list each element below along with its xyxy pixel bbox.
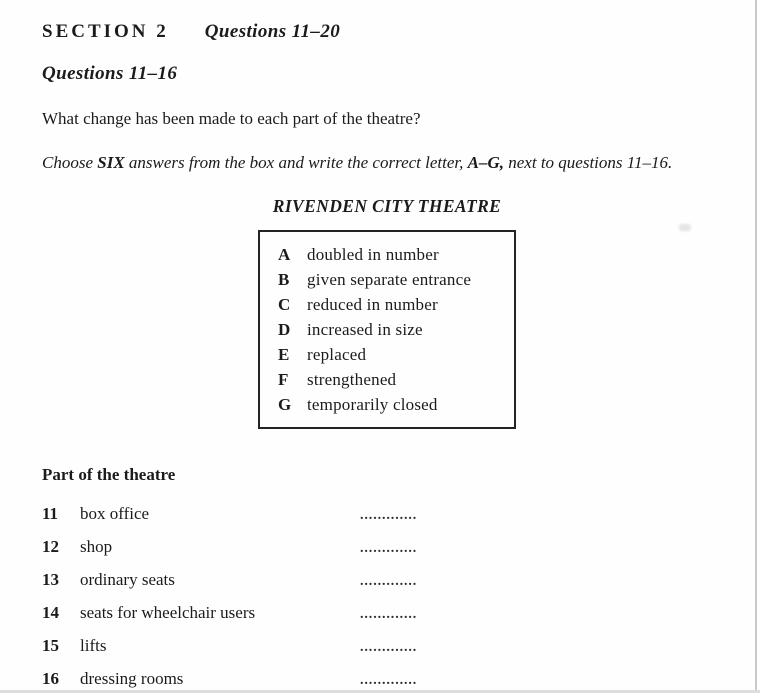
- answer-blank: .............: [360, 574, 418, 589]
- option-letter: A: [278, 245, 291, 264]
- option-letter: D: [278, 320, 291, 339]
- instruction-emphasis-six: SIX: [97, 153, 125, 172]
- option-text: reduced in number: [307, 295, 438, 314]
- option-letter: B: [278, 270, 290, 289]
- option-text: given separate entrance: [307, 270, 472, 289]
- option-letter: C: [278, 295, 291, 314]
- answer-blank: .............: [360, 541, 418, 556]
- section-questions-range: Questions 11–20: [204, 21, 341, 42]
- question-row: [42, 504, 720, 526]
- question-row: [42, 537, 720, 559]
- option-row: [278, 317, 508, 342]
- instruction-emphasis-ag: A–G,: [467, 153, 504, 172]
- option-row: [278, 392, 508, 417]
- question-label: box office: [80, 504, 150, 523]
- question-row: [42, 570, 720, 592]
- section-label: SECTION 2: [42, 21, 169, 42]
- option-letter: E: [278, 345, 290, 364]
- question-number: 16: [42, 669, 59, 688]
- question-list: [42, 504, 720, 691]
- instruction-part1: Choose: [42, 153, 98, 172]
- option-row: [278, 267, 508, 292]
- question-number: 15: [42, 636, 59, 655]
- question-label: shop: [80, 537, 113, 556]
- option-text: replaced: [307, 345, 367, 364]
- question-label: ordinary seats: [80, 570, 175, 589]
- page-right-edge: [755, 0, 757, 693]
- answer-blank: .............: [360, 640, 418, 655]
- answer-options-box: [258, 230, 516, 429]
- question-prompt: What change has been made to each part of the theatre?: [42, 109, 421, 128]
- question-number: 11: [42, 504, 59, 523]
- option-row: [278, 367, 508, 392]
- option-text: temporarily closed: [307, 395, 438, 414]
- list-heading: Part of the theatre: [42, 465, 176, 484]
- subsection-title: Questions 11–16: [42, 63, 178, 84]
- option-text: doubled in number: [307, 245, 439, 264]
- option-letter: F: [278, 370, 289, 389]
- question-label: dressing rooms: [80, 669, 184, 688]
- instruction-part3: next to questions 11–16.: [504, 153, 673, 172]
- question-number: 12: [42, 537, 59, 556]
- answer-blank: .............: [360, 508, 418, 523]
- question-row: [42, 603, 720, 625]
- instruction-part2: answers from the box and write the correct letter,: [124, 153, 468, 172]
- instruction-text: [42, 153, 720, 173]
- option-text: strengthened: [307, 370, 397, 389]
- section-header: [42, 21, 720, 43]
- question-row: [42, 636, 720, 658]
- answer-blank: .............: [360, 673, 418, 688]
- option-row: [278, 292, 508, 317]
- question-number: 13: [42, 570, 59, 589]
- answer-blank: .............: [360, 607, 418, 622]
- question-label: lifts: [80, 636, 107, 655]
- answer-box-area: [258, 195, 516, 429]
- question-number: 14: [42, 603, 59, 622]
- scan-artifact: [679, 224, 691, 231]
- option-letter: G: [278, 395, 292, 414]
- question-row: [42, 669, 720, 691]
- question-label: seats for wheelchair users: [80, 603, 256, 622]
- answer-box-title: RIVENDEN CITY THEATRE: [272, 196, 502, 216]
- option-row: [278, 342, 508, 367]
- option-text: increased in size: [307, 320, 423, 339]
- option-row: [278, 242, 508, 267]
